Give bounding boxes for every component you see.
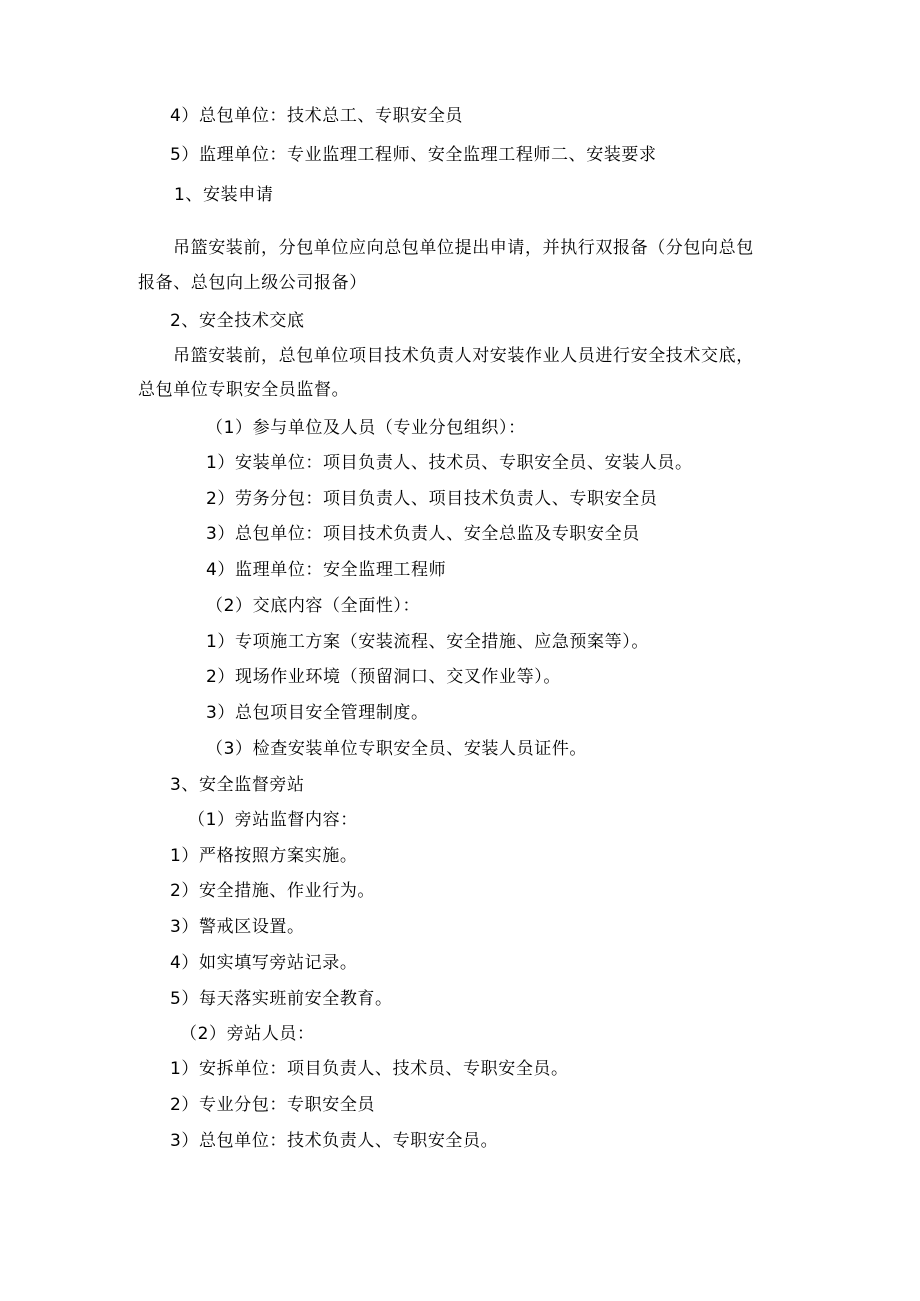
text-line: （2）旁站人员：: [180, 1024, 315, 1044]
text-line: 4）总包单位：技术总工、专职安全员: [170, 106, 464, 126]
text-line: 2）专业分包：专职安全员: [170, 1095, 376, 1115]
paragraph-line: 吊篮安装前，总包单位项目技术负责人对安装作业人员进行安全技术交底，: [173, 346, 754, 366]
text-line: 2）劳务分包：项目负责人、项目技术负责人、专职安全员: [206, 489, 658, 509]
text-line: 2）现场作业环境（预留洞口、交叉作业等）。: [206, 667, 561, 687]
text-line: （1）参与单位及人员（专业分包组织）：: [206, 418, 526, 438]
section-heading: 1、安装申请: [174, 185, 274, 205]
text-line: 3）总包单位：项目技术负责人、安全总监及专职安全员: [206, 524, 640, 544]
text-line: 5）每天落实班前安全教育。: [170, 989, 393, 1009]
text-line: 3）总包单位：技术负责人、专职安全员。: [170, 1131, 499, 1151]
text-line: 1）专项施工方案（安装流程、安全措施、应急预案等）。: [206, 632, 649, 652]
text-line: 4）监理单位：安全监理工程师: [206, 560, 447, 580]
text-line: 3）警戒区设置。: [170, 917, 305, 937]
text-line: 1）安装单位：项目负责人、技术员、专职安全员、安装人员。: [206, 453, 693, 473]
paragraph-line: 总包单位专职安全员监督。: [138, 380, 350, 400]
text-line: 1）严格按照方案实施。: [170, 846, 358, 866]
paragraph-line: 报备、总包向上级公司报备）: [138, 273, 367, 293]
text-line: （1）旁站监督内容：: [188, 810, 358, 830]
text-line: （3）检查安装单位专职安全员、安装人员证件。: [206, 739, 588, 759]
text-line: 2）安全措施、作业行为。: [170, 881, 376, 901]
text-line: 4）如实填写旁站记录。: [170, 953, 358, 973]
section-heading: 3、安全监督旁站: [170, 775, 305, 795]
paragraph-line: 吊篮安装前，分包单位应向总包单位提出申请，并执行双报备（分包向总包: [173, 238, 754, 258]
text-line: （2）交底内容（全面性）：: [206, 596, 421, 616]
text-line: 5）监理单位：专业监理工程师、安全监理工程师二、安装要求: [170, 145, 657, 165]
section-heading: 2、安全技术交底: [170, 311, 305, 331]
text-line: 3）总包项目安全管理制度。: [206, 703, 429, 723]
text-line: 1）安拆单位：项目负责人、技术员、专职安全员。: [170, 1059, 569, 1079]
